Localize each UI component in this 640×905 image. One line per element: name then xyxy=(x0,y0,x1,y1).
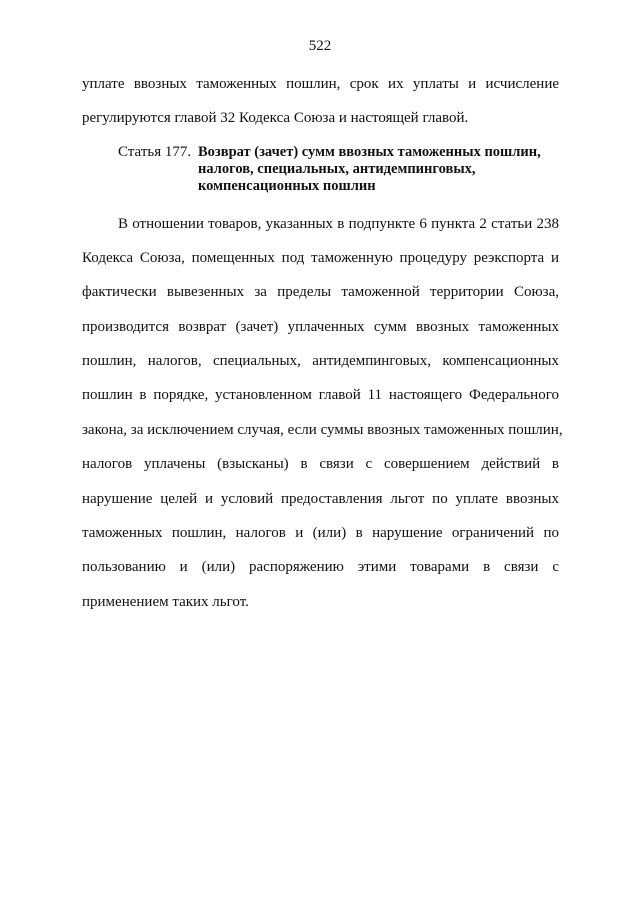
article-label: Статья 177. xyxy=(118,144,192,160)
body-line-10: таможенных пошлин, налогов и (или) в нарушение ограничений по xyxy=(82,525,559,541)
body-line-4: производится возврат (зачет) уплаченных сумм ввозных таможенных xyxy=(82,319,559,335)
intro-line-1: уплате ввозных таможенных пошлин, срок их уплаты и исчисление xyxy=(82,76,559,92)
body-line-9: нарушение целей и условий предоставления льгот по уплате ввозных xyxy=(82,491,559,507)
body-line-3: фактически вывезенных за пределы таможенной территории Союза, xyxy=(82,284,559,300)
body-line-8: налогов уплачены (взысканы) в связи с совершением действий в xyxy=(82,456,559,472)
article-title: Возврат (зачет) сумм ввозных таможенных пошлин, налогов, специальных, антидемпинговых, компенсационных пошлин xyxy=(198,144,541,194)
body-line-5: пошлин, налогов, специальных, антидемпинговых, компенсационных xyxy=(82,353,559,369)
body-line-12: применением таких льгот. xyxy=(82,594,249,610)
page-number: 522 xyxy=(308,38,332,54)
body-line-6: пошлин в порядке, установленном главой 11 настоящего Федерального xyxy=(82,387,559,403)
body-line-7: закона, за исключением случая, если суммы ввозных таможенных пошлин, xyxy=(82,422,563,438)
body-line-11: пользованию и (или) распоряжению этими товарами в связи с xyxy=(82,559,559,575)
body-line-1: В отношении товаров, указанных в подпункте 6 пункта 2 статьи 238 xyxy=(118,216,559,232)
intro-line-2: регулируются главой 32 Кодекса Союза и настоящей главой. xyxy=(82,110,469,126)
body-line-2: Кодекса Союза, помещенных под таможенную процедуру реэкспорта и xyxy=(82,250,559,266)
